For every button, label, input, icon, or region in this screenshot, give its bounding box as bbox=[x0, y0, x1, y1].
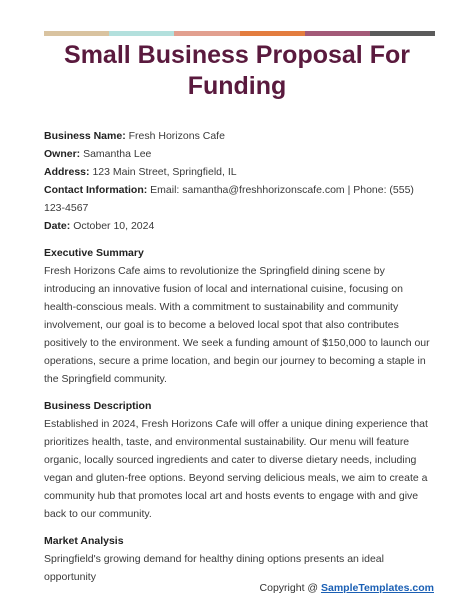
field-owner bbox=[44, 145, 436, 163]
field-contact bbox=[44, 181, 436, 217]
section-body-business-description: Established in 2024, Fresh Horizons Cafe will offer a unique dining experience that prioritizes health, taste, and environmental sustainability. Our menu will feature organic, locally sourced ingredients and cater to diverse dietary needs, including vegan and gluten-free options. Beyond serving delicious meals, we aim to create a community hub that promotes local art and hosts events to engage with and give back to our community. bbox=[44, 418, 428, 520]
section-heading-executive-summary: Executive Summary bbox=[44, 247, 144, 259]
sampletemplates-link[interactable]: SampleTemplates.com bbox=[320, 582, 434, 594]
field-label: Date: bbox=[44, 220, 71, 232]
color-bar-segment bbox=[370, 31, 435, 36]
copyright-text: Copyright @ bbox=[259, 582, 319, 594]
document-body bbox=[44, 127, 436, 586]
color-bar-segment bbox=[240, 31, 305, 36]
field-date bbox=[44, 217, 436, 235]
field-label: Owner: bbox=[44, 148, 81, 160]
field-value: October 10, 2024 bbox=[73, 220, 155, 232]
field-label: Contact Information: bbox=[44, 184, 148, 196]
field-value: Samantha Lee bbox=[83, 148, 152, 160]
section-body-market-analysis: Springfield's growing demand for healthy dining options presents an ideal opportunity bbox=[44, 553, 384, 583]
field-label: Address: bbox=[44, 166, 90, 178]
copyright-footer bbox=[260, 582, 434, 594]
field-business-name bbox=[44, 127, 436, 145]
field-value: 123 Main Street, Springfield, IL bbox=[92, 166, 237, 178]
section-heading-business-description: Business Description bbox=[44, 400, 152, 412]
field-value: Fresh Horizons Cafe bbox=[128, 130, 225, 142]
field-value: Email: samantha@freshhorizonscafe.com | Phone: (555) 123-4567 bbox=[44, 184, 414, 214]
section-heading-market-analysis: Market Analysis bbox=[44, 535, 124, 547]
color-bar bbox=[44, 31, 435, 36]
color-bar-segment bbox=[44, 31, 109, 36]
document-title: Small Business Proposal For Funding bbox=[64, 41, 410, 100]
field-address bbox=[44, 163, 436, 181]
color-bar-segment bbox=[109, 31, 174, 36]
section-body-executive-summary: Fresh Horizons Cafe aims to revolutionize the Springfield dining scene by introducing an innovative fusion of local and international cuisine, focusing on health-conscious meals. With a commitment to sustainability and community involvement, our goal is to become a beloved local spot that also contributes positively to the environment. We seek a funding amount of $150,000 to launch our operations, secure a prime location, and begin our journey to becoming a staple in the Springfield community. bbox=[44, 265, 430, 385]
color-bar-segment bbox=[305, 31, 370, 36]
field-label: Business Name: bbox=[44, 130, 126, 142]
color-bar-segment bbox=[174, 31, 239, 36]
